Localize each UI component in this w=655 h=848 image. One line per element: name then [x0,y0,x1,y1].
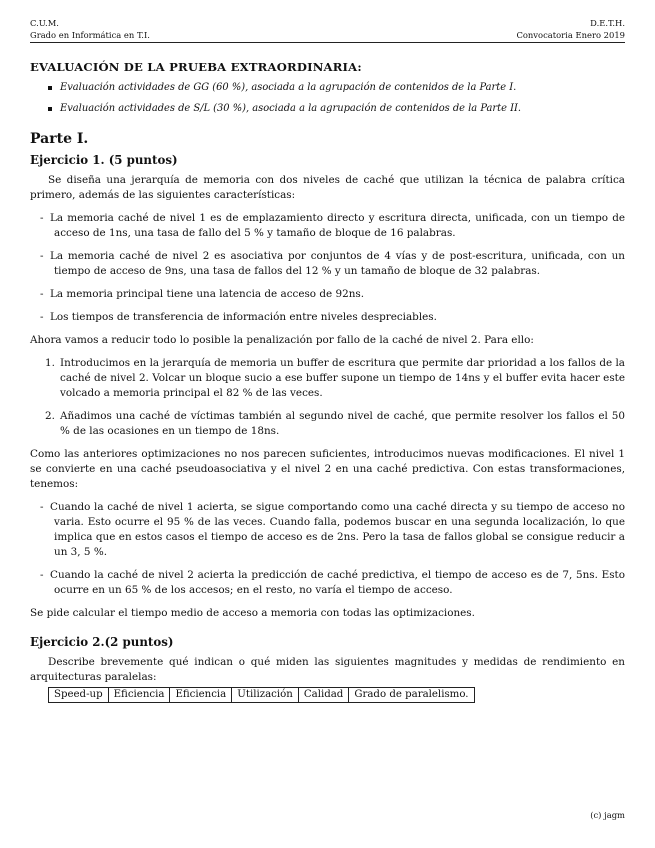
square-bullet-icon [48,86,52,90]
more-text: Como las anteriores optimizaciones no nos parecen suficientes, introducimos nuevas modificaciones. El nivel 1 se convierte en una caché pseudoasociativa y el nivel 2 en una caché predictiva. Con estas transformaciones, tenemos: [30,448,625,490]
feature-text: La memoria caché de nivel 2 es asociativa por conjuntos de 4 vías y de post-escritura, unificada, con un tiempo de acceso de 9ns, una tasa de fallos del 12 % y un tamaño de bloque de 32 palabras. [50,250,625,277]
optimization-step-text: Introducimos en la jerarquía de memoria un buffer de escritura que permite dar prioridad a los fallos de la caché de nivel 2. Volcar un bloque sucio a ese buffer supone un tiempo de 14ns y el buffer evita hacer este volcado a memoria principal el 82 % de las veces. [60,357,625,399]
measure-cell: Grado de paralelismo. [349,688,474,703]
modification-text: Cuando la caché de nivel 1 acierta, se sigue comportando como una caché directa y su tiempo de acceso no varia. Esto ocurre el 95 % de las veces. Cuando falla, podemos buscar en una segunda localización, lo que implica que en estos casos el tiempo de acceso es de 2ns. Pero la tasa de fallos global se consigue reducir a un 3, 5 %. [50,501,625,558]
reduce-text: Ahora vamos a reducir todo lo posible la penalización por fallo de la caché de nivel 2. Para ello: [30,334,534,346]
measures-table [48,687,475,703]
exercise-1-question: Se pide calcular el tiempo medio de acceso a memoria con todas las optimizaciones. [30,607,475,619]
measure-cell: Eficiencia [170,688,232,703]
modification-item: - Cuando la caché de nivel 2 acierta la predicción de caché predictiva, el tiempo de acceso es de 7, 5ns. Esto ocurre en un 65 % de los accesos; en el resto, no varía el tiempo de acceso. [40,569,625,596]
exam-content [30,60,625,703]
modification-item: - Cuando la caché de nivel 1 acierta, se sigue comportando como una caché directa y su tiempo de acceso no varia. Esto ocurre el 95 % de las veces. Cuando falla, podemos buscar en una segunda localización, lo que implica que en estos casos el tiempo de acceso es de 2ns. Pero la tasa de fallos global se consigue reducir a un 3, 5 %. [40,501,625,558]
measure-cell: Utilización [232,688,299,703]
feature-item: - La memoria caché de nivel 1 es de emplazamiento directo y escritura directa, unificada, con un tiempo de acceso de 1ns, una tasa de fallo del 5 % y tamaño de bloque de 16 palabras. [40,212,625,239]
optimization-steps [30,356,625,439]
measure-cell: Speed-up [49,688,109,703]
feature-item: - La memoria caché de nivel 2 es asociativa por conjuntos de 4 vías y de post-escritura, unificada, con un tiempo de acceso de 9ns, una tasa de fallos del 12 % y un tamaño de bloque de 32 palabras. [40,250,625,277]
optimization-step: 1. Introducimos en la jerarquía de memoria un buffer de escritura que permite dar prioridad a los fallos de la caché de nivel 2. Volcar un bloque sucio a ese buffer supone un tiempo de 14ns y el buffer evita hacer este volcado a memoria principal el 82 % de las veces. [45,357,625,399]
feature-text: Los tiempos de transferencia de información entre niveles despreciables. [50,311,437,323]
measure-cell: Eficiencia [108,688,170,703]
feature-item: - La memoria principal tiene una latencia de acceso de 92ns. [40,288,365,300]
header-degree: Grado en Informática en T.I. [30,30,150,40]
evaluation-item [48,80,625,95]
optimization-step: 2. Añadimos una caché de víctimas también al segundo nivel de caché, que permite resolver los fallos el 50 % de las ocasiones en un tiempo de 18ns. [45,410,625,437]
measures-row [49,688,475,703]
header-rule [30,42,625,43]
feature-text: La memoria principal tiene una latencia de acceso de 92ns. [50,288,365,300]
exercise-1-intro: Se diseña una jerarquía de memoria con dos niveles de caché que utilizan la técnica de palabra crítica primero, además de las siguientes características: [30,174,625,201]
evaluation-title: EVALUACIÓN DE LA PRUEBA EXTRAORDINARIA: [30,60,362,74]
feature-text: La memoria caché de nivel 1 es de emplazamiento directo y escritura directa, unificada, con un tiempo de acceso de 1ns, una tasa de fallo del 5 % y tamaño de bloque de 16 palabras. [50,212,625,239]
measure-cell: Calidad [298,688,349,703]
evaluation-item-text: Evaluación actividades de GG (60 %), asociada a la agrupación de contenidos de la Parte I. [60,82,517,93]
part-title: Parte I. [30,131,89,147]
modification-text: Cuando la caché de nivel 2 acierta la predicción de caché predictiva, el tiempo de acceso es de 7, 5ns. Esto ocurre en un 65 % de los accesos; en el resto, no varía el tiempo de acceso. [50,569,625,596]
evaluation-item-text: Evaluación actividades de S/L (30 %), asociada a la agrupación de contenidos de la Parte II. [60,103,522,114]
square-bullet-icon [48,107,52,111]
page-header [30,17,625,43]
header-department: D.E.T.H. [590,18,625,28]
exercise-1-title: Ejercicio 1. (5 puntos) [30,153,178,167]
evaluation-item [48,101,625,116]
header-session: Convocatoria Enero 2019 [516,30,625,40]
exercise-2-intro: Describe brevemente qué indican o qué miden las siguientes magnitudes y medidas de rendimiento en arquitecturas paralelas: [30,656,625,683]
evaluation-list [30,80,625,116]
feature-item: - Los tiempos de transferencia de información entre niveles despreciables. [40,311,437,323]
exercise-2-title: Ejercicio 2.(2 puntos) [30,635,174,649]
optimization-step-text: Añadimos una caché de víctimas también al segundo nivel de caché, que permite resolver los fallos el 50 % de las ocasiones en un tiempo de 18ns. [60,410,625,437]
header-institution: C.U.M. [30,18,59,28]
page-footer: (c) jagm [590,810,625,820]
